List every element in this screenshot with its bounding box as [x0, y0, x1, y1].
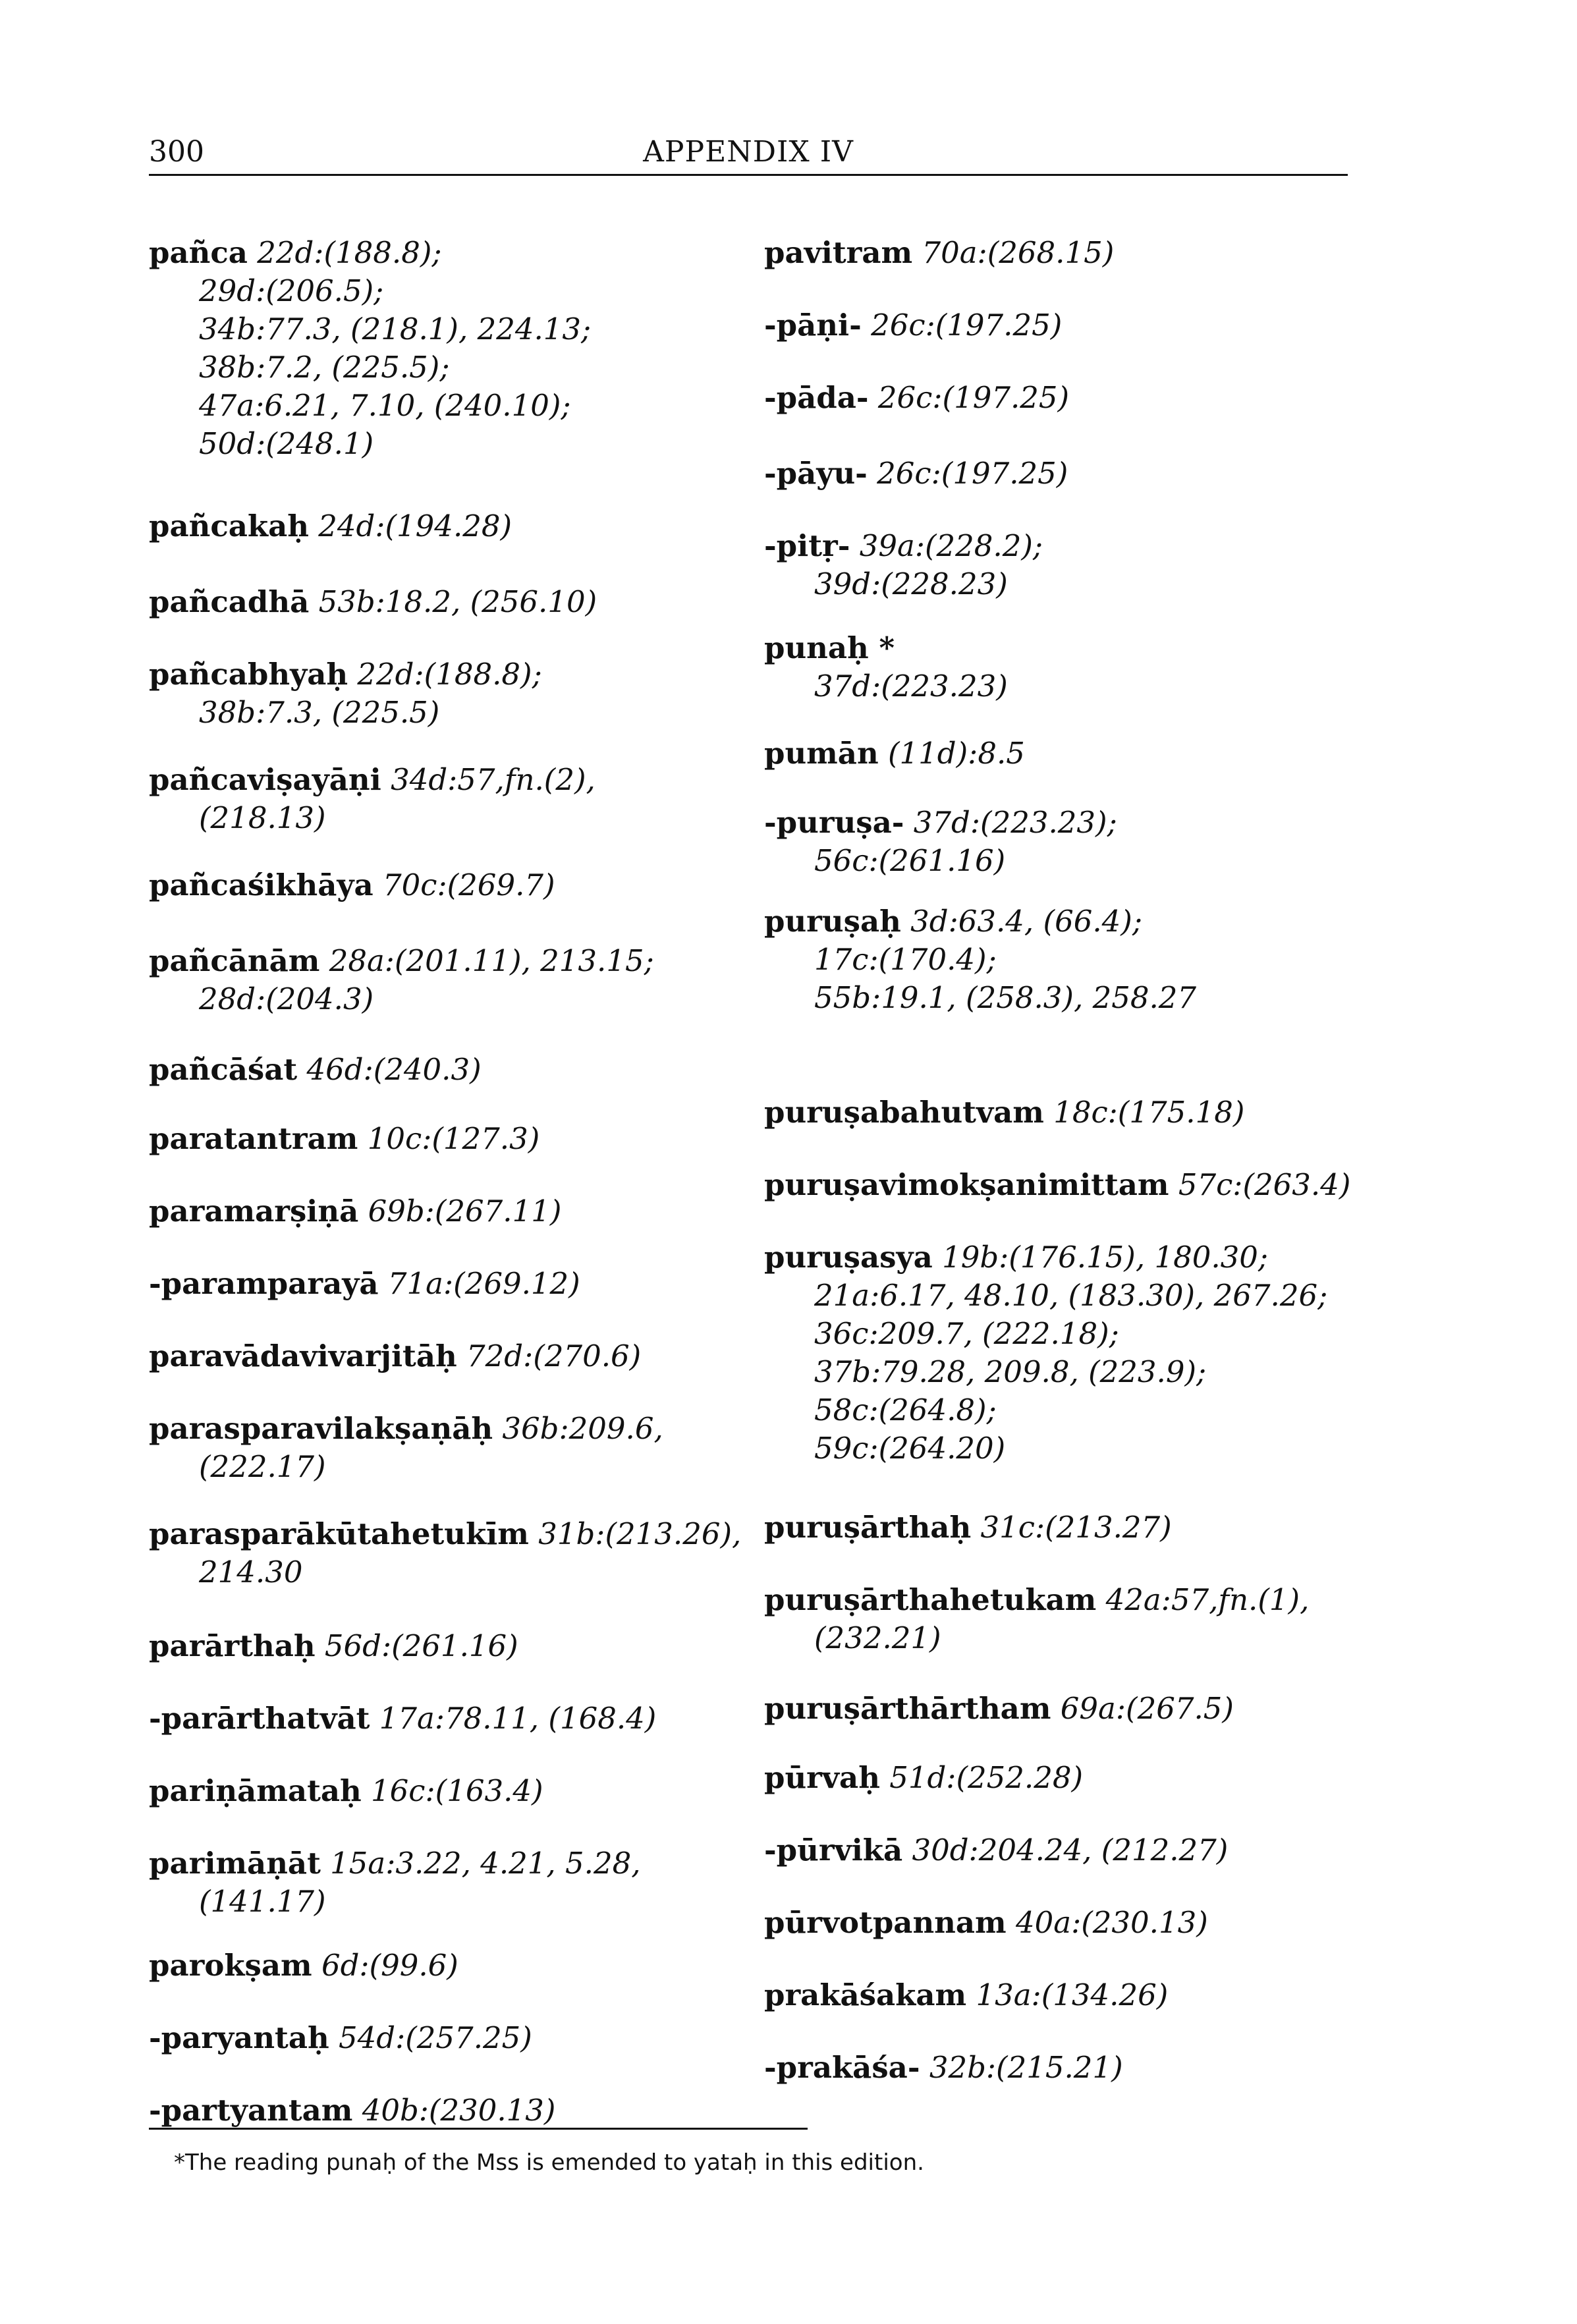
entry-reference: 40a:(230.13)	[1015, 1905, 1208, 1940]
entry-first-line	[764, 902, 1196, 941]
entry-first-line	[764, 1831, 1228, 1869]
entry-headword: puruṣavimokṣanimittam	[764, 1167, 1169, 1202]
index-entry	[149, 1772, 543, 1810]
entry-first-line	[149, 1700, 656, 1738]
index-entry	[764, 1690, 1234, 1728]
entry-first-line	[149, 1265, 580, 1303]
entry-headword: -partyantam	[149, 2093, 353, 2128]
entry-reference: 32b:(215.21)	[929, 2050, 1123, 2085]
index-entry	[764, 1581, 1309, 1657]
entry-headword: pumān	[764, 736, 879, 771]
entry-headword: pavitram	[764, 235, 913, 270]
index-entry	[149, 942, 654, 1018]
entry-continuation-line: 214.30	[199, 1555, 303, 1590]
index-entry	[149, 507, 512, 545]
index-entry	[764, 1759, 1083, 1797]
index-entry	[149, 583, 597, 621]
index-entry	[149, 2019, 532, 2057]
entry-reference: 16c:(163.4)	[371, 1773, 543, 1808]
entry-headword: paramarṣiṇā	[149, 1194, 359, 1229]
footnote	[149, 2128, 924, 2176]
entry-first-line	[149, 2019, 532, 2057]
entry-reference: 26c:(197.25)	[871, 308, 1063, 343]
index-entry	[764, 1093, 1244, 1132]
footnote-text: *The reading punaḥ of the Mss is emended to yataḥ in this edition.	[174, 2149, 924, 2176]
entry-continuation-line: 55b:19.1, (258.3), 258.27	[814, 980, 1197, 1015]
entry-first-line	[149, 1515, 741, 1553]
entry-headword: pūrvaḥ	[764, 1760, 880, 1795]
entry-headword: parārthaḥ	[149, 1628, 316, 1663]
entry-headword: puruṣārthahetukam	[764, 1582, 1097, 1617]
entry-reference: 22d:(188.8);	[357, 657, 542, 692]
index-entry	[764, 1831, 1228, 1869]
entry-reference: 56d:(261.16)	[324, 1628, 518, 1663]
entry-reference: 71a:(269.12)	[387, 1266, 580, 1301]
page-number: 300	[149, 135, 204, 169]
entry-first-line	[149, 1051, 482, 1089]
entry-reference: 30d:204.24, (212.27)	[912, 1833, 1229, 1868]
entry-reference: 53b:18.2, (256.10)	[318, 584, 597, 619]
entry-reference: 3d:63.4, (66.4);	[910, 904, 1143, 939]
entry-first-line	[764, 1976, 1168, 2014]
entry-reference: (11d):8.5	[887, 736, 1025, 771]
index-entry	[764, 734, 1025, 773]
index-entry	[149, 761, 595, 837]
index-entry	[764, 902, 1196, 1017]
entry-first-line	[764, 1759, 1083, 1797]
entry-headword: -paramparayā	[149, 1266, 379, 1301]
index-entry	[764, 234, 1114, 272]
entry-first-line	[764, 629, 1008, 667]
entry-continuation-line: 38b:7.3, (225.5)	[199, 695, 440, 730]
entry-reference: 18c:(175.18)	[1053, 1095, 1245, 1130]
entry-headword: pañcānām	[149, 943, 320, 978]
entry-headword: pūrvotpannam	[764, 1905, 1007, 1940]
entry-headword: pañcadhā	[149, 584, 310, 619]
entry-headword: pañca	[149, 235, 248, 270]
entry-reference: 69b:(267.11)	[368, 1194, 562, 1229]
entry-headword: -paryantaḥ	[149, 2020, 329, 2055]
running-head: APPENDIX IV	[643, 135, 854, 169]
entry-first-line	[764, 306, 1062, 345]
entry-reference: 39a:(228.2);	[859, 528, 1043, 563]
entry-headword: pariṇāmataḥ	[149, 1773, 362, 1808]
entry-continuation-line: (232.21)	[814, 1620, 941, 1655]
entry-headword: pañcakaḥ	[149, 509, 309, 543]
entry-first-line	[149, 234, 591, 272]
entry-continuation-line: 58c:(264.8);	[814, 1393, 997, 1427]
entry-first-line	[764, 1581, 1309, 1619]
entry-continuation-line: (218.13)	[199, 800, 326, 835]
entry-first-line	[764, 1238, 1327, 1277]
entry-reference: 15a:3.22, 4.21, 5.28,	[330, 1846, 641, 1881]
entry-reference: 22d:(188.8);	[257, 235, 442, 270]
entry-headword: parasparavilakṣaṇāḥ	[149, 1411, 493, 1446]
entry-headword: puruṣārthaḥ	[764, 1510, 972, 1545]
index-entry	[149, 1844, 641, 1921]
entry-first-line	[149, 1772, 543, 1810]
entry-reference: 72d:(270.6)	[466, 1339, 642, 1373]
entry-first-line	[149, 655, 542, 694]
entry-headword: -puruṣa-	[764, 805, 904, 840]
index-entry	[764, 1508, 1172, 1547]
entry-first-line	[149, 2091, 555, 2130]
entry-continuation-line: 38b:7.2, (225.5);	[199, 350, 450, 385]
index-entry	[149, 866, 555, 904]
entry-headword: -parārthatvāt	[149, 1701, 370, 1736]
entry-first-line	[764, 1093, 1244, 1132]
entry-headword: puruṣabahutvam	[764, 1095, 1044, 1130]
entry-first-line	[149, 1337, 641, 1375]
index-entry	[764, 455, 1068, 493]
entry-continuation-line: 47a:6.21, 7.10, (240.10);	[199, 388, 571, 423]
entry-reference: 17a:78.11, (168.4)	[379, 1701, 657, 1736]
entry-continuation-line: 37b:79.28, 209.8, (223.9);	[814, 1354, 1207, 1389]
entry-reference: 26c:(197.25)	[877, 456, 1068, 491]
entry-headword: paravādavivarjitāḥ	[149, 1339, 457, 1373]
page-header	[149, 129, 1348, 176]
entry-headword: -pāyu-	[764, 456, 868, 491]
entry-first-line	[764, 734, 1025, 773]
entry-first-line	[149, 1844, 641, 1883]
entry-continuation-line: 29d:(206.5);	[199, 273, 384, 308]
entry-reference: 42a:57,fn.(1),	[1105, 1582, 1310, 1617]
index-entry	[764, 527, 1043, 603]
entry-first-line	[149, 1120, 540, 1158]
index-entry	[149, 1265, 580, 1303]
index-entry	[764, 2049, 1123, 2087]
entry-reference: 51d:(252.28)	[889, 1760, 1084, 1795]
entry-reference: 57c:(263.4)	[1178, 1167, 1351, 1202]
index-entry	[149, 1192, 561, 1231]
index-entry	[149, 1337, 641, 1375]
entry-first-line	[149, 1947, 458, 1985]
entry-headword: -pāda-	[764, 380, 869, 415]
entry-reference: 28a:(201.11), 213.15;	[329, 943, 654, 978]
entry-headword: -pāṇi-	[764, 308, 862, 343]
index-entry	[149, 1410, 663, 1486]
entry-headword: pañcaśikhāya	[149, 868, 374, 902]
entry-first-line	[764, 527, 1043, 565]
entry-headword: prakāśakam	[764, 1978, 967, 2012]
entry-headword: puruṣaḥ	[764, 904, 901, 939]
entry-reference: 31c:(213.27)	[980, 1510, 1172, 1545]
entry-headword: -prakāśa-	[764, 2050, 920, 2085]
index-entry	[764, 804, 1117, 880]
entry-reference: 70a:(268.15)	[922, 235, 1115, 270]
entry-headword: pañcāśat	[149, 1052, 298, 1087]
entry-continuation-line: 50d:(248.1)	[199, 426, 374, 461]
entry-first-line	[764, 455, 1068, 493]
entry-first-line	[149, 1627, 518, 1665]
entry-headword: paratantram	[149, 1121, 358, 1156]
entry-headword: puruṣasya	[764, 1240, 933, 1275]
entry-reference: 34d:57,fn.(2),	[391, 762, 595, 797]
entry-headword: parokṣam	[149, 1948, 312, 1983]
index-entry	[764, 1904, 1208, 1942]
entry-headword: -pitṛ-	[764, 528, 850, 563]
entry-first-line	[764, 234, 1114, 272]
entry-reference: 54d:(257.25)	[339, 2020, 532, 2055]
entry-reference: 36b:209.6,	[502, 1411, 663, 1446]
entry-reference: 46d:(240.3)	[306, 1052, 482, 1087]
entry-continuation-line: 39d:(228.23)	[814, 567, 1008, 601]
index-entry	[764, 629, 1008, 706]
entry-first-line	[764, 2049, 1123, 2087]
entry-continuation-line: 21a:6.17, 48.10, (183.30), 267.26;	[814, 1278, 1328, 1313]
index-entry	[149, 1120, 540, 1158]
index-entry	[149, 1700, 656, 1738]
index-entry	[764, 379, 1069, 417]
entry-first-line	[764, 1904, 1208, 1942]
index-entry	[149, 1515, 741, 1591]
entry-headword: punaḥ *	[764, 630, 895, 665]
entry-continuation-line: (141.17)	[199, 1884, 326, 1919]
entry-reference: 19b:(176.15), 180.30;	[942, 1240, 1269, 1275]
entry-headword: pañcabhyaḥ	[149, 657, 348, 692]
entry-headword: parimāṇāt	[149, 1846, 321, 1881]
entry-continuation-line: 28d:(204.3)	[199, 982, 374, 1016]
index-entry	[764, 1238, 1327, 1468]
entry-reference: 69a:(267.5)	[1060, 1691, 1234, 1726]
entry-headword: puruṣārthārtham	[764, 1691, 1051, 1726]
index-entry	[149, 2091, 555, 2130]
entry-first-line	[149, 583, 597, 621]
index-entry	[149, 1051, 482, 1089]
entry-headword: parasparākūtahetukīm	[149, 1516, 529, 1551]
entry-reference: 6d:(99.6)	[321, 1948, 458, 1983]
entry-first-line	[764, 1690, 1234, 1728]
entry-first-line	[149, 942, 654, 980]
entry-reference: 31b:(213.26),	[538, 1516, 742, 1551]
entry-reference: 40b:(230.13)	[362, 2093, 556, 2128]
entry-continuation-line: 17c:(170.4);	[814, 942, 997, 977]
index-entry	[149, 1627, 518, 1665]
entry-reference: 13a:(134.26)	[976, 1978, 1169, 2012]
entry-continuation-line: 36c:209.7, (222.18);	[814, 1316, 1119, 1351]
entry-reference: 70c:(269.7)	[383, 868, 555, 902]
entry-headword: pañcaviṣayāṇi	[149, 762, 381, 797]
index-entry	[149, 1947, 458, 1985]
entry-first-line	[149, 1192, 561, 1231]
entry-first-line	[764, 379, 1069, 417]
index-entry	[764, 306, 1062, 345]
entry-continuation-line: 34b:77.3, (218.1), 224.13;	[199, 312, 592, 346]
entry-first-line	[764, 1508, 1172, 1547]
index-entry	[764, 1166, 1350, 1204]
index-entry	[149, 655, 542, 732]
entry-continuation-line: 37d:(223.23)	[814, 669, 1008, 704]
entry-first-line	[149, 866, 555, 904]
entry-continuation-line: 59c:(264.20)	[814, 1431, 1006, 1466]
entry-reference: 37d:(223.23);	[913, 805, 1117, 840]
entry-reference: 10c:(127.3)	[367, 1121, 540, 1156]
entry-continuation-line: 56c:(261.16)	[814, 843, 1006, 878]
entry-first-line	[149, 507, 512, 545]
entry-first-line	[149, 1410, 663, 1448]
entry-reference: 24d:(194.28)	[318, 509, 512, 543]
entry-continuation-line: (222.17)	[199, 1449, 326, 1484]
entry-reference: 26c:(197.25)	[877, 380, 1070, 415]
index-entry	[149, 234, 591, 463]
index-entry	[764, 1976, 1168, 2014]
entry-first-line	[764, 1166, 1350, 1204]
entry-headword: -pūrvikā	[764, 1833, 903, 1868]
entry-first-line	[149, 761, 595, 799]
entry-first-line	[764, 804, 1117, 842]
